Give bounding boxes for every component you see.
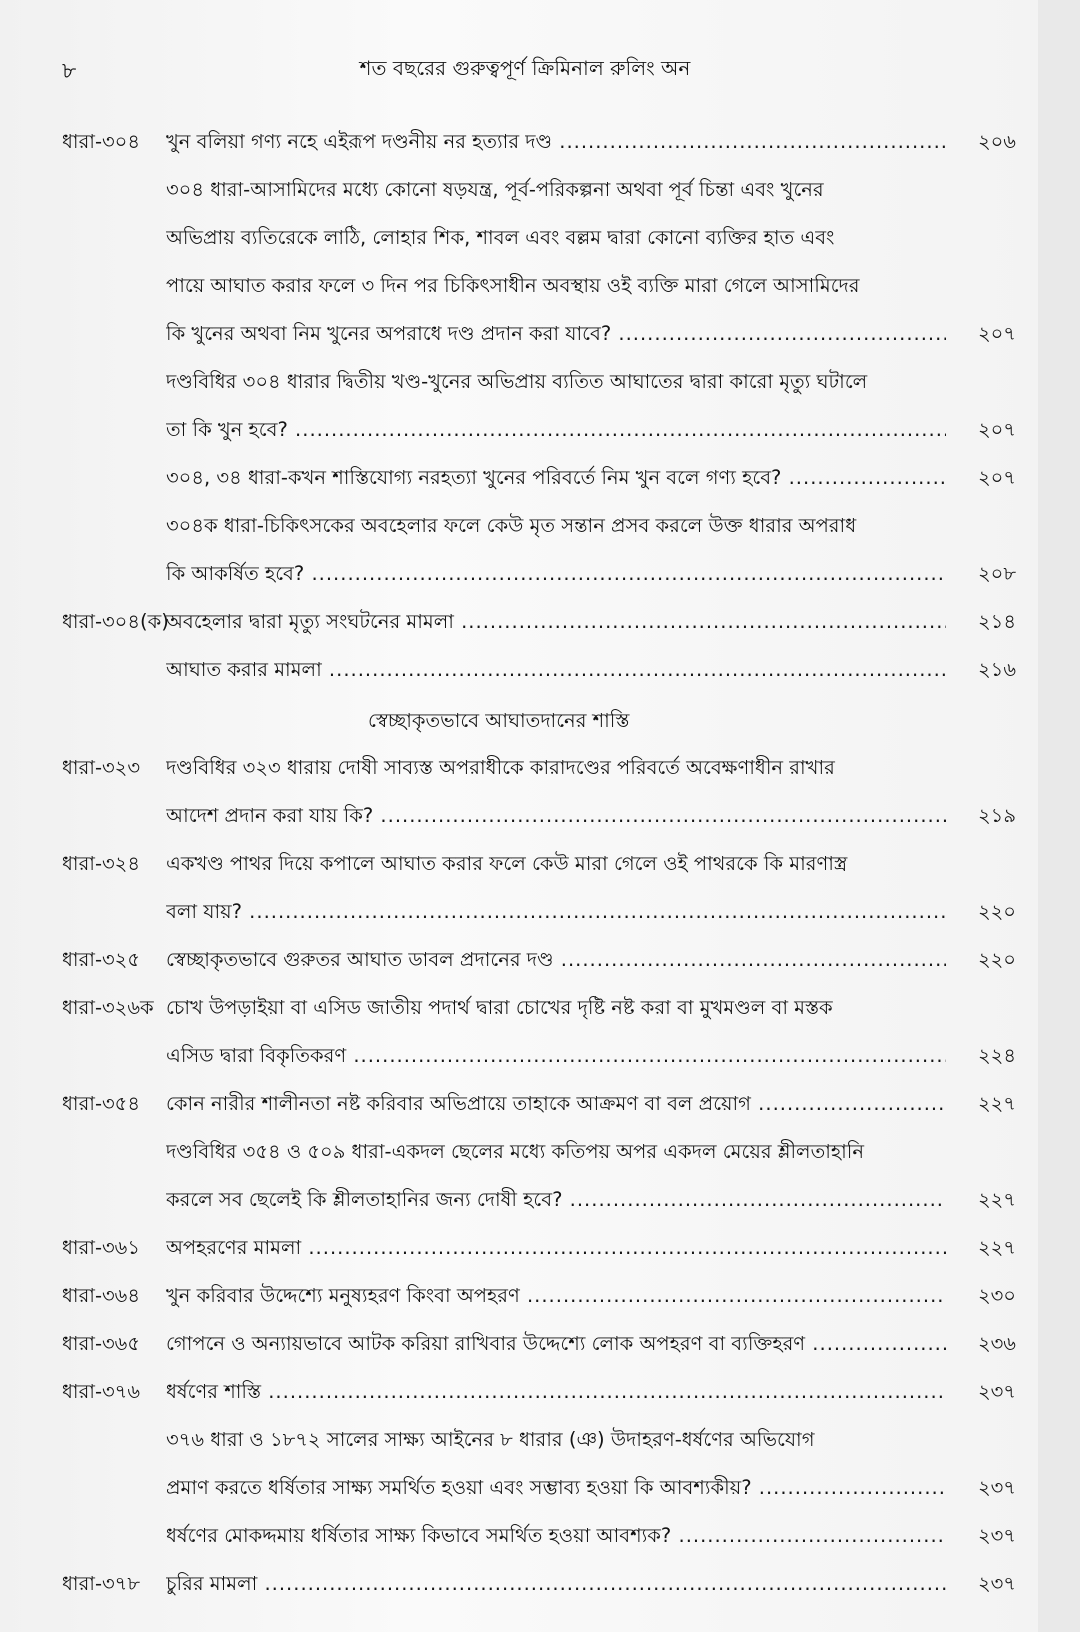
entry-title: প্রমাণ করতে ধর্ষিতার সাক্ষ্য সমর্থিত হওয়া এবং সম্ভাব্য হওয়া কি আবশ্যকীয়? ..... [166, 1466, 946, 1510]
entry-title: ৩৭৬ ধারা ও ১৮৭২ সালের সাক্ষ্য আইনের ৮ ধারার (ঞ) উদাহরণ-ধর্ষণের অভিযোগ [166, 1428, 815, 1451]
section-number: ধারা-৩৭৮ [62, 1572, 141, 1595]
entry-page-number: ২০৬ [977, 130, 1016, 153]
entry-title: আদেশ প্রদান করা যায় কি? ..... [166, 794, 946, 838]
section-number: ধারা-৩৫৪ [62, 1092, 140, 1115]
entry-title: ধর্ষণের মোকদ্দমায় ধর্ষিতার সাক্ষ্য কিভাবে সমর্থিত হওয়া আবশ্যক? ..... [166, 1514, 946, 1558]
toc-line [0, 1082, 1038, 1130]
entry-page-number: ২৩৭ [977, 1524, 1016, 1547]
toc-line [0, 1514, 1038, 1562]
entry-title: অপহরণের মামলা ..... [166, 1226, 946, 1270]
entry-page-number: ২০৮ [977, 562, 1016, 585]
entry-title: কোন নারীর শালীনতা নষ্ট করিবার অভিপ্রায়ে তাহাকে আক্রমণ বা বল প্রয়োগ ..... [166, 1082, 946, 1126]
toc-entry [0, 938, 1038, 986]
section-number: ধারা-৩৬১ [62, 1236, 141, 1259]
entry-title: গোপনে ও অন্যায়ভাবে আটক করিয়া রাখিবার উদ্দেশ্যে লোক অপহরণ বা ব্যক্তিহরণ ..... [166, 1322, 946, 1366]
entry-page-number: ২০৭ [977, 466, 1016, 489]
entry-title: ৩০৪, ৩৪ ধারা-কখন শাস্তিযোগ্য নরহত্যা খুনের পরিবর্তে নিম খুন বলে গণ্য হবে? ..... [166, 456, 946, 500]
entry-title: স্বেচ্ছাকৃতভাবে গুরুতর আঘাত ডাবল প্রদানের দণ্ড ..... [166, 938, 946, 982]
toc-line [0, 1274, 1038, 1322]
entry-page-number: ২৩০ [977, 1284, 1016, 1307]
toc-line [0, 1418, 1038, 1466]
toc-line [0, 552, 1038, 600]
entry-title: কি খুনের অথবা নিম খুনের অপরাধে দণ্ড প্রদান করা যাবে? ..... [166, 312, 946, 356]
toc-line [0, 168, 1038, 216]
entry-title: কি আকর্ষিত হবে? ..... [166, 552, 946, 596]
section-number: ধারা-৩০৪ [62, 130, 141, 153]
toc-line [0, 746, 1038, 794]
toc-line [0, 216, 1038, 264]
entry-title: ৩০৪ ধারা-আসামিদের মধ্যে কোনো ষড়যন্ত্র, পূর্ব-পরিকল্পনা অথবা পূর্ব চিন্তা এবং খুনের [166, 178, 824, 201]
page-header [0, 48, 1038, 88]
section-number: ধারা-৩৬৪ [62, 1284, 141, 1307]
toc-entry [0, 1082, 1038, 1130]
section-number: ধারা-৩২৪ [62, 852, 141, 875]
toc-entry [0, 504, 1038, 600]
toc-entry [0, 1226, 1038, 1274]
toc-line [0, 938, 1038, 986]
toc-entry [0, 1418, 1038, 1514]
entry-page-number: ২১৬ [977, 658, 1016, 681]
toc-entry [0, 456, 1038, 504]
entry-title: করলে সব ছেলেই কি শ্লীলতাহানির জন্য দোষী হবে? ..... [166, 1178, 946, 1222]
entry-page-number: ২২৭ [977, 1092, 1016, 1115]
entry-title: দণ্ডবিধির ৩২৩ ধারায় দোষী সাব্যস্ত অপরাধীকে কারাদণ্ডের পরিবর্তে অবেক্ষণাধীন রাখার [166, 756, 835, 779]
toc-entry [0, 746, 1038, 842]
toc-line [0, 264, 1038, 312]
entry-title: তা কি খুন হবে? ..... [166, 408, 946, 452]
toc-line [0, 1466, 1038, 1514]
toc-line [0, 1562, 1038, 1610]
toc-line [0, 890, 1038, 938]
toc-line [0, 794, 1038, 842]
entry-title: দণ্ডবিধির ৩০৪ ধারার দ্বিতীয় খণ্ড-খুনের অভিপ্রায় ব্যতিত আঘাতের দ্বারা কারো মৃত্যু ঘটালে [166, 370, 868, 393]
entry-page-number: ২১৯ [978, 804, 1016, 827]
entry-title: চোখ উপড়াইয়া বা এসিড জাতীয় পদার্থ দ্বারা চোখের দৃষ্টি নষ্ট করা বা মুখমণ্ডল বা মস্তক [166, 996, 833, 1019]
entry-page-number: ২০৭ [977, 418, 1016, 441]
entry-page-number: ২২৪ [977, 1044, 1016, 1067]
toc-line [0, 456, 1038, 504]
toc-entry [0, 1370, 1038, 1418]
entry-page-number: ২৩৭ [977, 1572, 1016, 1595]
toc-entry [0, 1130, 1038, 1226]
entry-page-number: ২২০ [977, 948, 1016, 971]
entry-title: ধর্ষণের শাস্তি ..... [166, 1370, 946, 1414]
section-number: ধারা-৩৭৬ [62, 1380, 141, 1403]
toc-line [0, 986, 1038, 1034]
toc-line [0, 842, 1038, 890]
entry-page-number: ২২৭ [977, 1188, 1016, 1211]
section-number: ধারা-৩২৬ক [62, 996, 154, 1019]
entry-title: অবহেলার দ্বারা মৃত্যু সংঘটনের মামলা ..... [166, 600, 946, 644]
entry-title: আঘাত করার মামলা ..... [166, 648, 946, 692]
toc-entry [0, 1514, 1038, 1562]
toc-line [0, 1226, 1038, 1274]
entry-page-number: ২২৭ [977, 1236, 1016, 1259]
entry-title: দণ্ডবিধির ৩৫৪ ও ৫০৯ ধারা-একদল ছেলের মধ্যে কতিপয় অপর একদল মেয়ের শ্লীলতাহানি [166, 1140, 864, 1163]
toc-entry [0, 360, 1038, 456]
toc-entry [0, 842, 1038, 938]
toc-line [0, 1034, 1038, 1082]
toc-entry [0, 1562, 1038, 1610]
section-number: ধারা-৩২৩ [62, 756, 141, 779]
section-number: ধারা-৩০৪(ক) [62, 610, 169, 633]
running-title: শত বছরের গুরুত্বপূর্ণ ক্রিমিনাল রুলিং অন [359, 56, 691, 80]
toc-line [0, 408, 1038, 456]
entry-page-number: ২২০ [977, 900, 1016, 923]
toc-line [0, 312, 1038, 360]
section-number: ধারা-৩৬৫ [62, 1332, 141, 1355]
entry-title: চুরির মামলা ..... [166, 1562, 946, 1606]
entry-title: বলা যায়? ..... [166, 890, 946, 934]
toc-line [0, 1130, 1038, 1178]
toc-entry [0, 986, 1038, 1082]
entry-title: খুন বলিয়া গণ্য নহে এইরূপ দণ্ডনীয় নর হত্যার দণ্ড ..... [166, 120, 946, 164]
entry-page-number: ২৩৭ [977, 1380, 1016, 1403]
toc-entry [0, 1274, 1038, 1322]
entry-title: পায়ে আঘাত করার ফলে ৩ দিন পর চিকিৎসাধীন অবস্থায় ওই ব্যক্তি মারা গেলে আসামিদের [166, 274, 860, 297]
entry-page-number: ২০৭ [977, 322, 1016, 345]
entry-page-number: ২৩৭ [977, 1476, 1016, 1499]
entry-title: এসিড দ্বারা বিকৃতিকরণ ..... [166, 1034, 946, 1078]
toc-entry [0, 648, 1038, 696]
toc-entry [0, 1322, 1038, 1370]
table-of-contents [0, 120, 1038, 1610]
section-number: ধারা-৩২৫ [62, 948, 141, 971]
toc-line [0, 360, 1038, 408]
section-heading: স্বেচ্ছাকৃতভাবে আঘাতদানের শাস্তি [368, 709, 630, 732]
toc-line [0, 1178, 1038, 1226]
toc-entry [0, 168, 1038, 360]
entry-title: অভিপ্রায় ব্যতিরেকে লাঠি, লোহার শিক, শাবল এবং বল্লম দ্বারা কোনো ব্যক্তির হাত এবং [166, 226, 835, 249]
entry-page-number: ২৩৬ [977, 1332, 1016, 1355]
toc-entry [0, 600, 1038, 648]
entry-title: খুন করিবার উদ্দেশ্যে মনুষ্যহরণ কিংবা অপহরণ ..... [166, 1274, 946, 1318]
toc-line [0, 648, 1038, 696]
page-number: ৮ [62, 59, 77, 84]
entry-title: ৩০৪ক ধারা-চিকিৎসকের অবহেলার ফলে কেউ মৃত সন্তান প্রসব করলে উক্ত ধারার অপরাধ [166, 514, 857, 537]
entry-page-number: ২১৪ [978, 610, 1016, 633]
toc-entry [0, 120, 1038, 168]
toc-line [0, 600, 1038, 648]
toc-line [0, 1370, 1038, 1418]
toc-line [0, 120, 1038, 168]
toc-line [0, 1322, 1038, 1370]
toc-line [0, 504, 1038, 552]
entry-title: একখণ্ড পাথর দিয়ে কপালে আঘাত করার ফলে কেউ মারা গেলে ওই পাথরকে কি মারণাস্ত্র [166, 852, 848, 875]
